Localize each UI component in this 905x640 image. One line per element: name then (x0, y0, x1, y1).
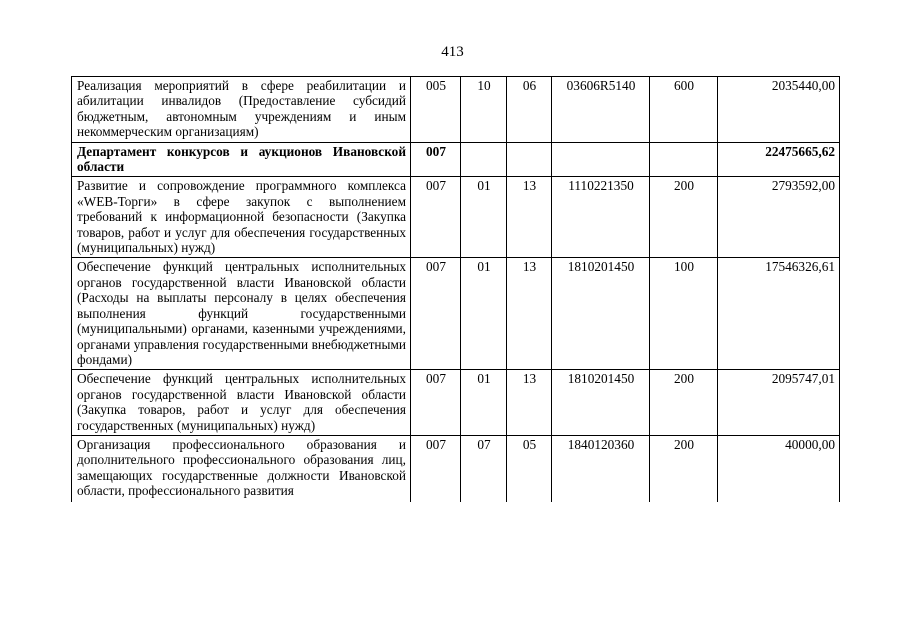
target-article-code: 1810201450 (552, 370, 650, 436)
target-article-code: 03606R5140 (552, 77, 650, 143)
page-number: 413 (441, 44, 464, 60)
amount: 17546326,61 (718, 258, 840, 370)
table-row (72, 77, 840, 143)
expense-type-code: 200 (650, 435, 718, 502)
section-code: 01 (461, 258, 507, 370)
expense-type-code: 600 (650, 77, 718, 143)
table-row (72, 142, 840, 177)
section-code: 10 (461, 77, 507, 143)
amount: 2793592,00 (718, 177, 840, 258)
amount: 40000,00 (718, 435, 840, 502)
subsection-code: 06 (507, 77, 552, 143)
table-row (72, 258, 840, 370)
row-description: Развитие и сопровождение программного комплекса «WEB-Торги» в сфере закупок с выполнением требований к информационной безопасности (Закупка товаров, работ и услуг для обеспечения государственных (муниципальных) нужд) (72, 177, 411, 258)
ministry-code: 007 (411, 177, 461, 258)
ministry-code: 007 (411, 142, 461, 177)
section-code (461, 142, 507, 177)
table-row (72, 177, 840, 258)
target-article-code (552, 142, 650, 177)
table-row (72, 435, 840, 502)
ministry-code: 005 (411, 77, 461, 143)
ministry-code: 007 (411, 370, 461, 436)
expense-type-code: 100 (650, 258, 718, 370)
subsection-code: 13 (507, 370, 552, 436)
amount: 22475665,62 (718, 142, 840, 177)
section-code: 01 (461, 370, 507, 436)
row-description: Организация профессионального образования и дополнительного профессионального образования лиц, замещающих государственные должности Ивановской области, профессионального развития (72, 435, 411, 502)
row-description: Департамент конкурсов и аукционов Ивановской области (72, 142, 411, 177)
expense-type-code (650, 142, 718, 177)
expense-type-code: 200 (650, 370, 718, 436)
ministry-code: 007 (411, 435, 461, 502)
row-description: Обеспечение функций центральных исполнительных органов государственной власти Ивановской области (Закупка товаров, работ и услуг для обеспечения государственных (муниципальных) нужд) (72, 370, 411, 436)
amount: 2035440,00 (718, 77, 840, 143)
target-article-code: 1840120360 (552, 435, 650, 502)
target-article-code: 1810201450 (552, 258, 650, 370)
subsection-code: 05 (507, 435, 552, 502)
target-article-code: 1110221350 (552, 177, 650, 258)
table-row (72, 370, 840, 436)
budget-table (71, 76, 840, 502)
amount: 2095747,01 (718, 370, 840, 436)
section-code: 01 (461, 177, 507, 258)
subsection-code: 13 (507, 177, 552, 258)
subsection-code: 13 (507, 258, 552, 370)
row-description: Реализация мероприятий в сфере реабилитации и абилитации инвалидов (Предоставление субсидий бюджетным, автономным учреждениям и иным некоммерческим организациям) (72, 77, 411, 143)
expense-type-code: 200 (650, 177, 718, 258)
subsection-code (507, 142, 552, 177)
row-description: Обеспечение функций центральных исполнительных органов государственной власти Ивановской области (Расходы на выплаты персоналу в целях обеспечения выполнения функций государственными (муниципальными) органами, казенными учреждениями, органами управления государственными внебюджетными фондами) (72, 258, 411, 370)
ministry-code: 007 (411, 258, 461, 370)
section-code: 07 (461, 435, 507, 502)
